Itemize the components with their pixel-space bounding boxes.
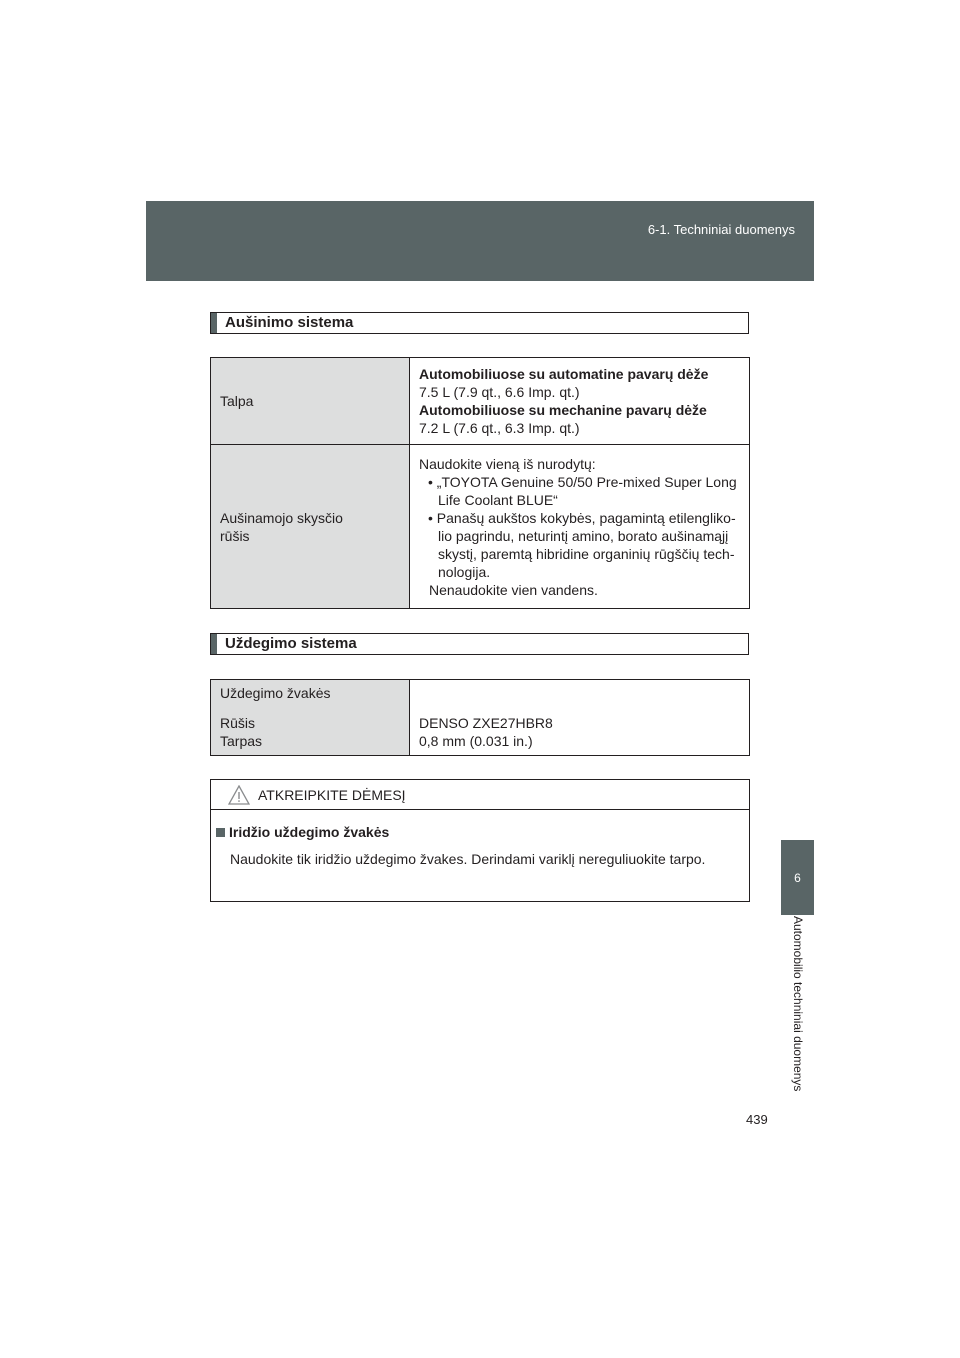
breadcrumb: 6-1. Techniniai duomenys — [647, 222, 795, 237]
caution-header — [211, 780, 749, 810]
warning-triangle-icon — [228, 785, 250, 805]
square-bullet-icon — [216, 828, 225, 837]
coolant-type-label — [211, 445, 410, 609]
type-label: Rūšis — [220, 715, 256, 731]
gap-label: Tarpas — [220, 733, 263, 749]
capacity-value — [410, 358, 750, 445]
section-title-cooling — [210, 312, 749, 334]
chapter-side-label — [785, 916, 811, 1106]
caution-heading: ATKREIPKITE DĖMESĮ — [258, 786, 406, 803]
chapter-number: 6 — [794, 870, 801, 885]
chapter-label: Automobilio techniniai duomenys — [791, 916, 805, 1092]
manual-heading: Automobiliuose su mechanine pavarų dėže — [419, 402, 707, 418]
table-row — [211, 445, 750, 609]
coolant-label-line: rūšis — [220, 527, 250, 544]
header-band — [146, 201, 814, 281]
type-value: DENSO ZXE27HBR8 — [419, 715, 553, 731]
spark-plug-labels — [211, 680, 410, 756]
section-title-ignition — [210, 633, 749, 655]
section-title-text: Aušinimo sistema — [225, 314, 354, 331]
caution-item-text: Naudokite tik iridžio uždegimo žvakes. Derindami variklį nereguliuokite tarpo. — [230, 851, 706, 867]
manual-value: 7.2 L (7.6 qt., 6.3 Imp. qt.) — [419, 420, 580, 436]
coolant-intro: Naudokite vieną iš nurodytų: — [419, 455, 596, 472]
spark-plug-values — [410, 680, 750, 756]
cooling-spec-table — [210, 357, 750, 609]
spark-plug-label: Uždegimo žvakės — [220, 685, 331, 701]
chapter-tab — [781, 840, 814, 915]
caution-box — [210, 779, 750, 902]
ignition-spec-table — [210, 679, 750, 756]
caution-item-title — [216, 822, 742, 843]
table-row — [211, 680, 750, 756]
coolant-type-value — [410, 445, 750, 609]
caution-item-title-text: Iridžio uždegimo žvakės — [229, 824, 390, 840]
capacity-label: Talpa — [211, 358, 410, 445]
coolant-option: • „TOYOTA Genuine 50/50 Pre-mixed Super Long Life Coolant BLUE“ — [428, 473, 737, 508]
auto-heading: Automobiliuose su automatine pavarų dėže — [419, 366, 709, 382]
coolant-label-line: Aušinamojo skysčio — [220, 509, 343, 526]
caution-body — [211, 810, 749, 870]
page-number: 439 — [746, 1112, 768, 1127]
section-title-text: Uždegimo sistema — [225, 635, 357, 652]
coolant-note: Nenaudokite vien vandens. — [429, 581, 598, 598]
auto-value: 7.5 L (7.9 qt., 6.6 Imp. qt.) — [419, 384, 580, 400]
gap-value: 0,8 mm (0.031 in.) — [419, 733, 533, 749]
table-row — [211, 358, 750, 445]
coolant-option: • Panašų aukštos kokybės, pagamintą etilengliko-lio pagrindu, neturintį amino, borato aušinamąjį skystį, paremtą hibridine organinių rūgščių tech-nologija. — [428, 509, 736, 580]
